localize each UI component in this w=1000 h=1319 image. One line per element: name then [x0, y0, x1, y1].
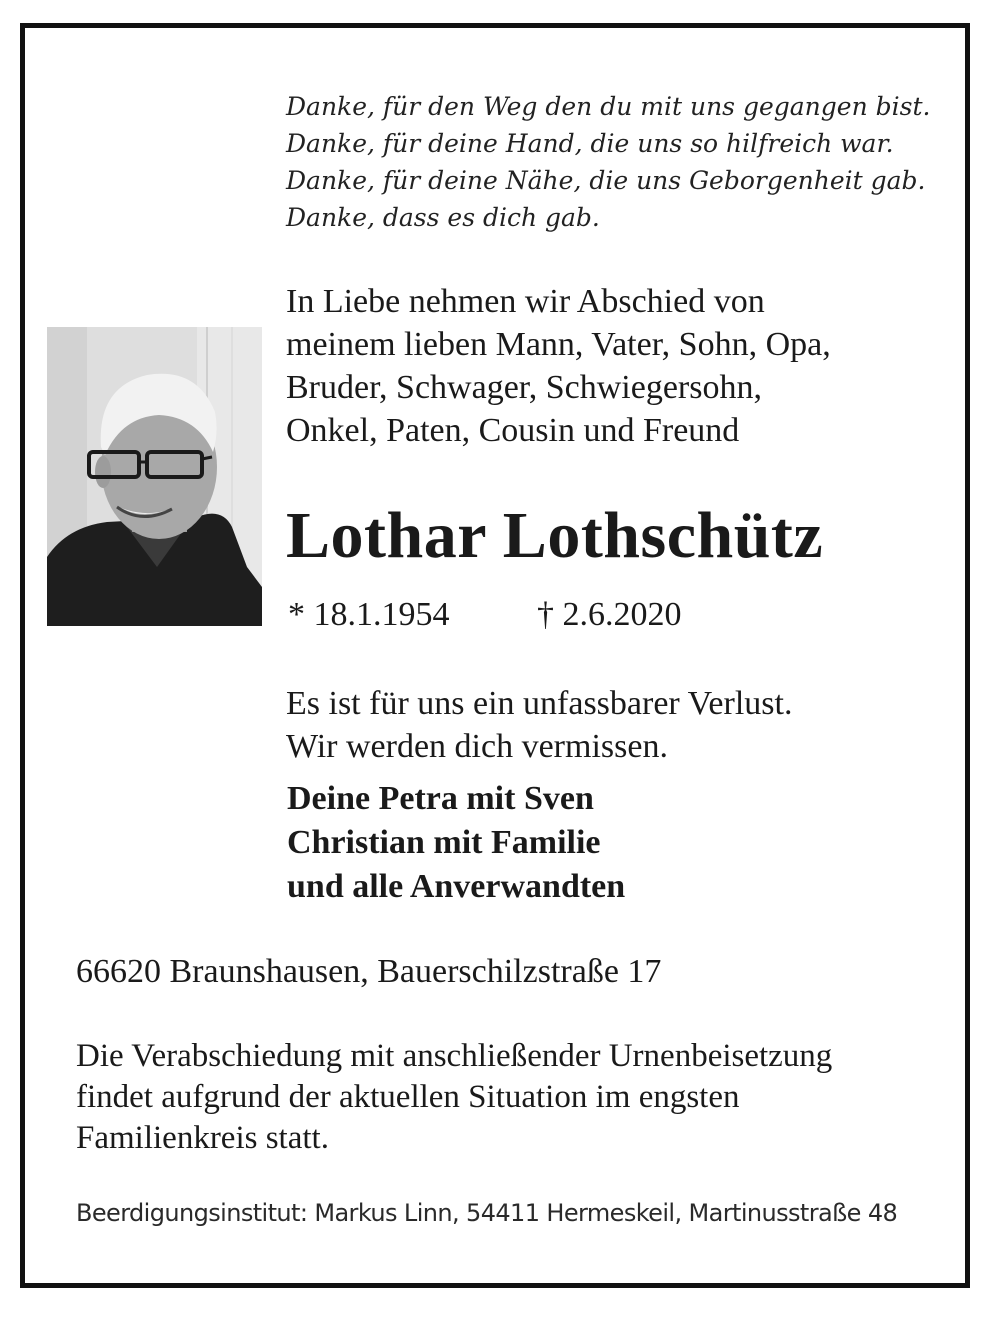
birth-date: * 18.1.1954	[288, 596, 450, 633]
intro-line: meinem lieben Mann, Vater, Sohn, Opa,	[286, 326, 831, 363]
intro-line: Bruder, Schwager, Schwiegersohn,	[286, 369, 762, 406]
mourner-line: Christian mit Familie	[287, 824, 601, 861]
notice-line: Die Verabschiedung mit anschließender Urnenbeisetzung	[76, 1038, 833, 1074]
poem	[286, 88, 966, 236]
portrait-photo	[47, 327, 262, 626]
funeral-notice	[76, 1036, 832, 1159]
farewell-intro	[286, 280, 966, 452]
poem-line: Danke, für deine Nähe, die uns Geborgenheit gab.	[286, 166, 926, 195]
funeral-home-info: Beerdigungsinstitut: Markus Linn, 54411 Hermeskeil, Martinusstraße 48	[76, 1199, 898, 1227]
notice-line: Familienkreis statt.	[76, 1120, 329, 1156]
portrait-photo-image	[47, 327, 262, 626]
deceased-name: Lothar Lothschütz	[286, 499, 824, 572]
mourner-line: und alle Anverwandten	[287, 868, 626, 905]
intro-line: Onkel, Paten, Cousin und Freund	[286, 412, 740, 449]
loss-line: Es ist für uns ein unfassbarer Verlust.	[286, 685, 793, 722]
loss-statement	[286, 682, 792, 768]
mourners-signature	[287, 777, 625, 909]
loss-line: Wir werden dich vermissen.	[286, 728, 668, 765]
mourner-line: Deine Petra mit Sven	[287, 780, 594, 817]
poem-line: Danke, dass es dich gab.	[286, 203, 600, 232]
intro-line: In Liebe nehmen wir Abschied von	[286, 283, 765, 320]
poem-line: Danke, für deine Hand, die uns so hilfreich war.	[286, 129, 894, 158]
poem-line: Danke, für den Weg den du mit uns gegangen bist.	[286, 92, 931, 121]
notice-line: findet aufgrund der aktuellen Situation im engsten	[76, 1079, 740, 1115]
mourning-address: 66620 Braunshausen, Bauerschilzstraße 17	[76, 953, 662, 990]
death-date: † 2.6.2020	[537, 596, 682, 633]
